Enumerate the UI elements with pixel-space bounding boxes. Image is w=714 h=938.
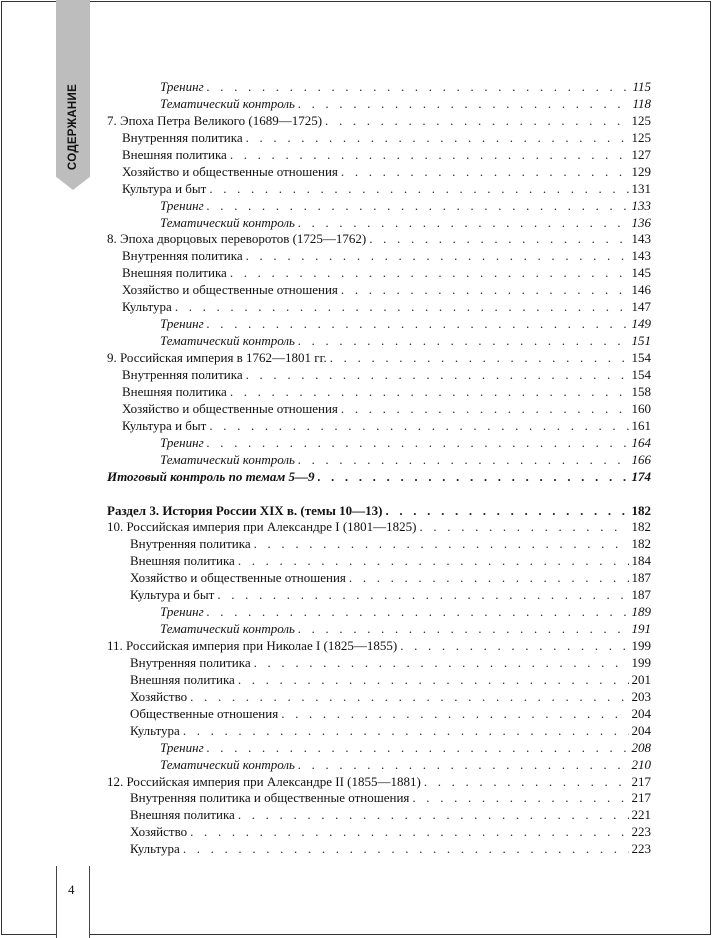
- toc-leader-dots: [246, 130, 629, 147]
- toc-entry[interactable]: [0, 689, 651, 706]
- toc-entry-page: 154: [631, 366, 651, 382]
- toc-entry-page: 210: [631, 756, 651, 772]
- toc-entry[interactable]: [0, 248, 651, 265]
- toc-entry-title: Культура: [130, 722, 180, 738]
- toc-entry[interactable]: [0, 604, 651, 621]
- toc-entry[interactable]: [0, 418, 651, 435]
- toc-entry-page: 223: [631, 824, 651, 840]
- toc-entry[interactable]: [0, 130, 651, 147]
- toc-leader-dots: [230, 384, 629, 401]
- toc-entry[interactable]: [0, 350, 651, 367]
- toc-leader-dots: [209, 418, 628, 435]
- toc-leader-dots: [190, 689, 628, 706]
- toc-leader-dots: [298, 96, 629, 113]
- section-gap: [0, 486, 714, 503]
- toc-entry-page: 174: [631, 468, 651, 484]
- toc-entry[interactable]: [0, 435, 651, 452]
- toc-entry[interactable]: [0, 621, 651, 638]
- toc-entry-page: 217: [631, 773, 651, 789]
- toc-entry-title: Внешняя политика: [122, 146, 227, 162]
- toc-leader-dots: [298, 452, 629, 469]
- toc-entry-page: 204: [631, 722, 651, 738]
- toc-entry-page: 221: [631, 807, 651, 823]
- toc-entry-title: Культура: [122, 299, 172, 315]
- toc-entry[interactable]: [0, 113, 651, 130]
- toc-leader-dots: [254, 536, 629, 553]
- toc-leader-dots: [330, 350, 629, 367]
- toc-entry-title: 8. Эпоха дворцовых переворотов (1725—1762): [107, 231, 367, 247]
- toc-entry[interactable]: [0, 824, 651, 841]
- toc-entry-title: Хозяйство: [130, 824, 188, 840]
- toc-entry[interactable]: [0, 282, 651, 299]
- toc-entry-page: 145: [631, 265, 651, 281]
- toc-entry-page: 129: [631, 163, 651, 179]
- toc-leader-dots: [298, 215, 629, 232]
- table-of-contents: [0, 79, 714, 858]
- toc-entry-title: Внутренняя политика: [130, 536, 251, 552]
- toc-entry[interactable]: [0, 774, 651, 791]
- toc-entry[interactable]: [0, 299, 651, 316]
- toc-entry-title: Внутренняя политика: [122, 129, 243, 145]
- toc-entry-page: 204: [631, 705, 651, 721]
- toc-entry[interactable]: [0, 198, 651, 215]
- toc-entry-title: Культура и быт: [122, 180, 207, 196]
- toc-entry-page: 201: [631, 671, 651, 687]
- toc-entry[interactable]: [0, 265, 651, 282]
- toc-section-heading[interactable]: [0, 503, 651, 520]
- toc-entry[interactable]: [0, 519, 651, 536]
- toc-entry-title: Тематический контроль: [160, 451, 295, 467]
- toc-leader-dots: [341, 164, 629, 181]
- toc-entry[interactable]: [0, 672, 651, 689]
- toc-entry-title: Тематический контроль: [160, 621, 295, 637]
- toc-leader-dots: [424, 774, 629, 791]
- toc-entry-title: Тренинг: [160, 604, 204, 620]
- toc-leader-dots: [298, 333, 629, 350]
- toc-entry-title: Итоговый контроль по темам 5—9: [107, 468, 315, 484]
- toc-entry[interactable]: [0, 723, 651, 740]
- toc-entry-page: 203: [631, 688, 651, 704]
- toc-entry-title: Тренинг: [160, 79, 204, 94]
- toc-leader-dots: [175, 299, 629, 316]
- toc-entry[interactable]: [0, 570, 651, 587]
- toc-entry-title: Внутренняя политика: [122, 366, 243, 382]
- toc-entry-title: 12. Российская империя при Александре II (1855—1881): [107, 773, 421, 789]
- toc-entry-page: 149: [631, 316, 651, 332]
- toc-entry-page: 208: [631, 739, 651, 755]
- toc-leader-dots: [238, 807, 629, 824]
- toc-entry[interactable]: [0, 96, 651, 113]
- toc-leader-dots: [207, 316, 629, 333]
- toc-entry-title: Внешняя политика: [130, 807, 235, 823]
- toc-entry-title: Тематический контроль: [160, 756, 295, 772]
- toc-leader-dots: [207, 79, 630, 96]
- toc-entry-title: Внешняя политика: [122, 265, 227, 281]
- toc-leader-dots: [207, 435, 629, 452]
- toc-entry[interactable]: [0, 181, 651, 198]
- toc-entry-page: 125: [631, 129, 651, 145]
- toc-leader-dots: [400, 638, 628, 655]
- toc-entry-title: Культура и быт: [122, 417, 207, 433]
- section-side-tab-label: СОДЕРЖАНИЕ: [67, 83, 79, 171]
- toc-entry[interactable]: [0, 452, 651, 469]
- toc-entry-title: 11. Российская империя при Николае I (1825—1855): [107, 638, 398, 653]
- toc-entry-page: 187: [631, 570, 651, 586]
- toc-entry[interactable]: [0, 384, 651, 401]
- toc-entry-title: Внешняя политика: [130, 671, 235, 687]
- toc-entry-title: Внутренняя политика и общественные отношения: [130, 790, 410, 806]
- toc-leader-dots: [230, 265, 629, 282]
- toc-entry[interactable]: [0, 79, 651, 96]
- toc-leader-dots: [341, 282, 629, 299]
- toc-leader-dots: [207, 604, 629, 621]
- toc-entry-title: Тренинг: [160, 739, 204, 755]
- toc-entry-title: Общественные отношения: [130, 705, 279, 721]
- toc-entry[interactable]: [0, 740, 651, 757]
- toc-entry-page: 199: [631, 638, 651, 653]
- toc-entry-title: Тематический контроль: [160, 214, 295, 230]
- toc-leader-dots: [318, 469, 629, 486]
- toc-entry-page: 189: [631, 604, 651, 620]
- toc-entry-title: Внутренняя политика: [130, 654, 251, 670]
- toc-entry[interactable]: [0, 333, 651, 350]
- page-number-tab: [56, 866, 90, 938]
- toc-entry[interactable]: [0, 164, 651, 181]
- toc-entry-page: 127: [631, 146, 651, 162]
- toc-entry-final-test[interactable]: [0, 469, 651, 486]
- toc-entry[interactable]: [0, 587, 651, 604]
- toc-entry-title: Внешняя политика: [122, 383, 227, 399]
- toc-entry-title: Хозяйство и общественные отношения: [122, 163, 338, 179]
- toc-entry-title: Внутренняя политика: [122, 248, 243, 264]
- toc-entry-page: 184: [631, 553, 651, 569]
- toc-leader-dots: [238, 553, 629, 570]
- toc-entry-page: 158: [631, 383, 651, 399]
- toc-entry-page: 143: [631, 248, 651, 264]
- toc-leader-dots: [246, 248, 629, 265]
- toc-entry-title: Тренинг: [160, 197, 204, 213]
- toc-entry-page: 199: [631, 654, 651, 670]
- toc-entry-page: 154: [631, 350, 651, 365]
- toc-leader-dots: [183, 841, 629, 858]
- toc-entry-page: 131: [631, 180, 651, 196]
- toc-entry-title: Хозяйство и общественные отношения: [122, 282, 338, 298]
- toc-leader-dots: [369, 231, 628, 248]
- toc-leader-dots: [349, 570, 629, 587]
- toc-entry-title: Культура и быт: [130, 587, 215, 603]
- toc-leader-dots: [207, 198, 629, 215]
- toc-entry-page: 143: [631, 231, 651, 247]
- toc-entry-title: 9. Российская империя в 1762—1801 гг.: [107, 350, 327, 365]
- toc-leader-dots: [183, 723, 629, 740]
- toc-leader-dots: [238, 672, 629, 689]
- toc-entry[interactable]: [0, 367, 651, 384]
- toc-leader-dots: [209, 181, 628, 198]
- toc-entry-page: 147: [631, 299, 651, 315]
- toc-entry[interactable]: [0, 757, 651, 774]
- toc-entry[interactable]: [0, 231, 651, 248]
- toc-entry-page: 223: [631, 841, 651, 857]
- page-number: 4: [68, 882, 75, 897]
- toc-entry-page: 217: [631, 790, 651, 806]
- toc-leader-dots: [246, 367, 629, 384]
- toc-entry[interactable]: [0, 638, 651, 655]
- toc-leader-dots: [298, 621, 629, 638]
- toc-entry[interactable]: [0, 706, 651, 723]
- toc-entry-page: 136: [631, 214, 651, 230]
- toc-entry-title: Хозяйство и общественные отношения: [130, 570, 346, 586]
- toc-entry-title: Культура: [130, 841, 180, 857]
- toc-entry-title: Тренинг: [160, 316, 204, 332]
- toc-entry-title: Хозяйство: [130, 688, 188, 704]
- toc-entry-page: 133: [631, 197, 651, 213]
- toc-leader-dots: [190, 824, 628, 841]
- toc-entry[interactable]: [0, 215, 651, 232]
- toc-entry-title: Тематический контроль: [160, 95, 295, 111]
- toc-entry-page: 164: [631, 434, 651, 450]
- toc-entry-title: Внешняя политика: [130, 553, 235, 569]
- toc-leader-dots: [325, 113, 628, 130]
- toc-entry-title: Тематический контроль: [160, 333, 295, 349]
- toc-entry[interactable]: [0, 655, 651, 672]
- toc-entry-page: 182: [631, 536, 651, 552]
- toc-entry[interactable]: [0, 807, 651, 824]
- toc-entry-page: 115: [632, 79, 651, 94]
- toc-entry[interactable]: [0, 316, 651, 333]
- toc-leader-dots: [385, 503, 628, 520]
- toc-leader-dots: [217, 587, 628, 604]
- toc-leader-dots: [281, 706, 628, 723]
- toc-entry-title: Тренинг: [160, 434, 204, 450]
- toc-entry-page: 118: [632, 95, 651, 111]
- toc-leader-dots: [298, 757, 629, 774]
- toc-leader-dots: [254, 655, 629, 672]
- toc-leader-dots: [412, 790, 628, 807]
- toc-entry[interactable]: [0, 401, 651, 418]
- toc-entry-page: 151: [631, 333, 651, 349]
- toc-entry-page: 146: [631, 282, 651, 298]
- toc-entry-title: Раздел 3. История России XIX в. (темы 10—13): [107, 502, 383, 518]
- toc-entry-page: 187: [631, 587, 651, 603]
- toc-entry[interactable]: [0, 536, 651, 553]
- toc-entry-page: 182: [631, 502, 651, 518]
- toc-entry-page: 125: [631, 112, 651, 128]
- toc-entry-title: 7. Эпоха Петра Великого (1689—1725): [107, 112, 323, 128]
- toc-entry[interactable]: [0, 147, 651, 164]
- toc-entry-page: 166: [631, 451, 651, 467]
- toc-entry-title: 10. Российская империя при Александре I (1801—1825): [107, 519, 417, 535]
- toc-entry-page: 161: [631, 417, 651, 433]
- toc-entry[interactable]: [0, 841, 651, 858]
- toc-entry-title: Хозяйство и общественные отношения: [122, 400, 338, 416]
- toc-entry-page: 191: [631, 621, 651, 637]
- toc-leader-dots: [207, 740, 629, 757]
- toc-entry-page: 160: [631, 400, 651, 416]
- toc-leader-dots: [230, 147, 629, 164]
- toc-leader-dots: [341, 401, 629, 418]
- toc-leader-dots: [420, 519, 629, 536]
- toc-entry[interactable]: [0, 790, 651, 807]
- toc-entry[interactable]: [0, 553, 651, 570]
- toc-entry-page: 182: [631, 519, 651, 535]
